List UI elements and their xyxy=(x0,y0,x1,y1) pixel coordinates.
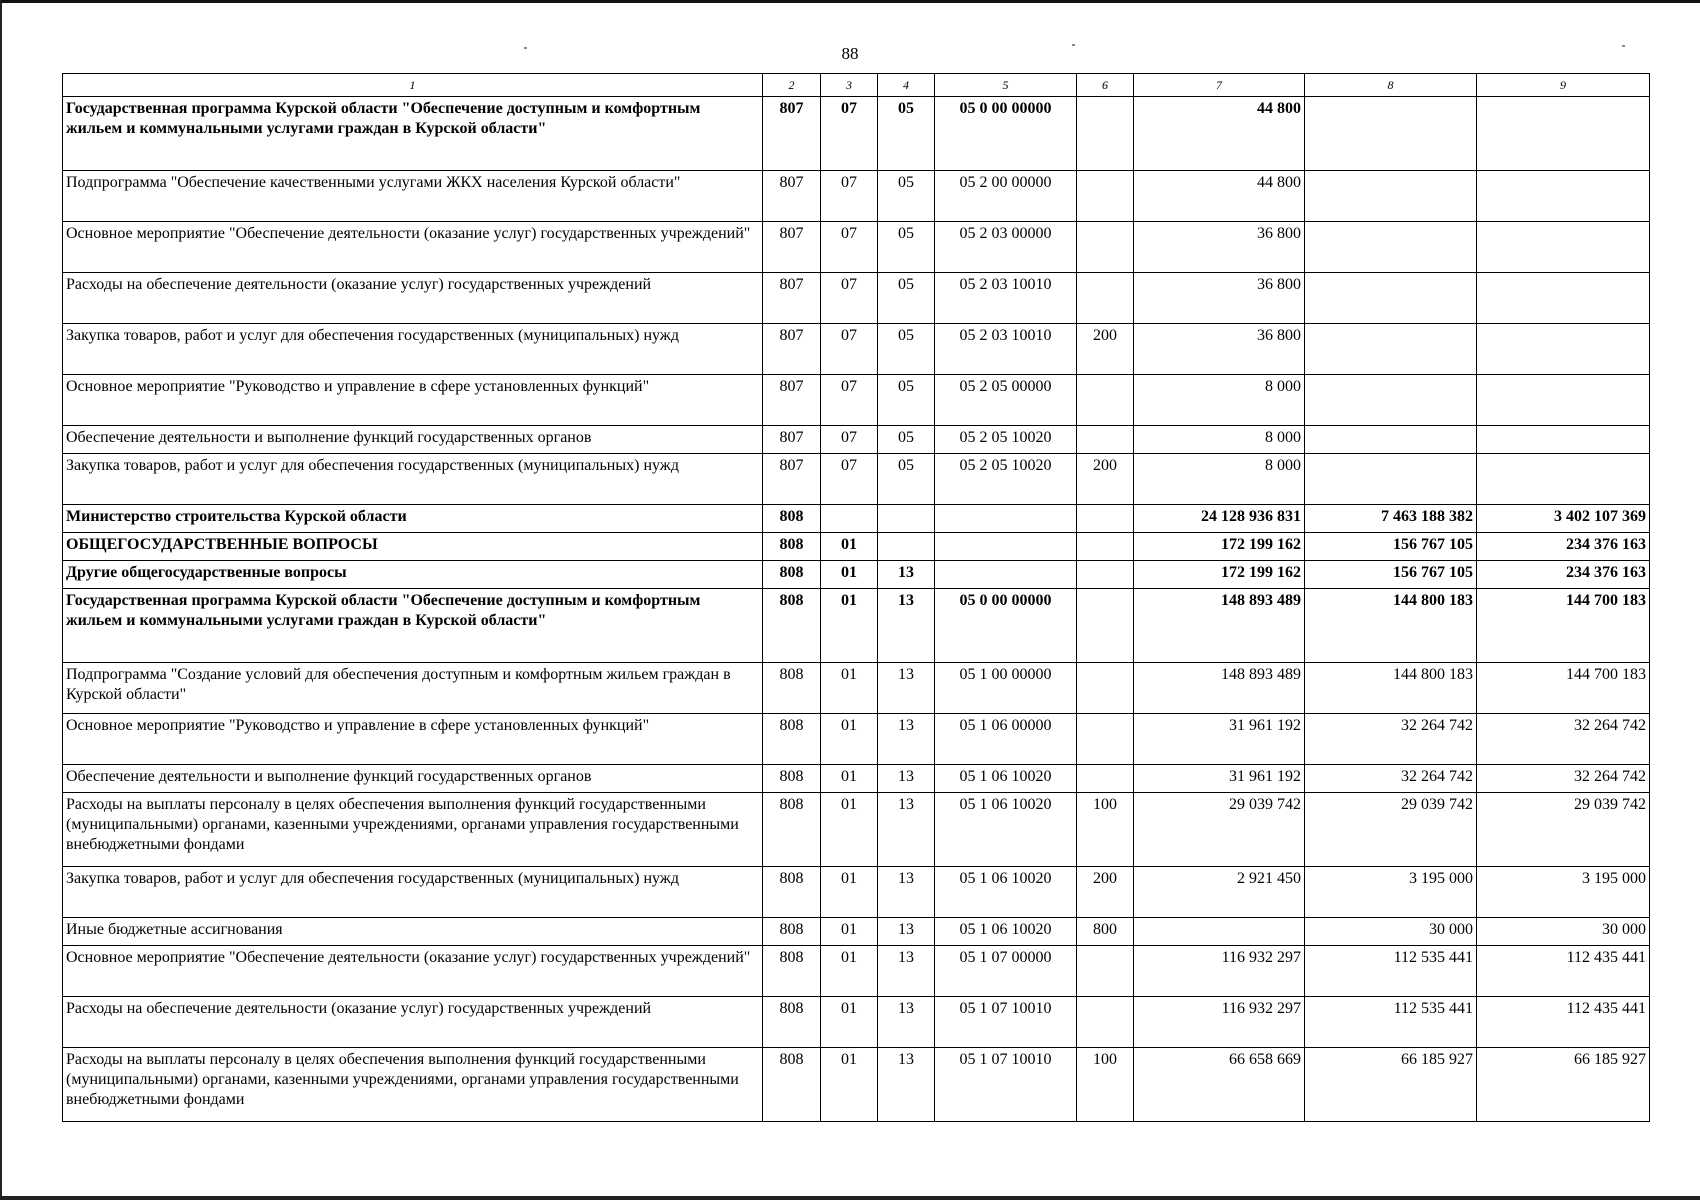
expense-type-code: 200 xyxy=(1077,454,1134,505)
amount-col-7: 66 658 669 xyxy=(1134,1048,1305,1122)
amount-col-9: 32 264 742 xyxy=(1477,765,1650,793)
target-article-code: 05 1 06 00000 xyxy=(935,714,1077,765)
ministry-code: 808 xyxy=(763,793,821,867)
section-code: 07 xyxy=(821,454,878,505)
row-name: Расходы на выплаты персоналу в целях обеспечения выполнения функций государственными (муниципальными) органами, казенными учреждениями, органами управления государственными внебюджетными фондами xyxy=(63,1048,763,1122)
subsection-code: 13 xyxy=(878,997,935,1048)
target-article-code: 05 1 00 00000 xyxy=(935,663,1077,714)
amount-col-9 xyxy=(1477,454,1650,505)
amount-col-8 xyxy=(1305,222,1477,273)
table-row xyxy=(63,97,1650,171)
target-article-code: 05 1 07 10010 xyxy=(935,997,1077,1048)
amount-col-7: 44 800 xyxy=(1134,171,1305,222)
section-code: 01 xyxy=(821,918,878,946)
section-code: 01 xyxy=(821,663,878,714)
subsection-code xyxy=(878,533,935,561)
ministry-code: 808 xyxy=(763,1048,821,1122)
amount-col-7: 8 000 xyxy=(1134,426,1305,454)
ministry-code: 807 xyxy=(763,273,821,324)
amount-col-8: 7 463 188 382 xyxy=(1305,505,1477,533)
column-header: 5 xyxy=(935,74,1077,97)
amount-col-7 xyxy=(1134,918,1305,946)
table-row xyxy=(63,1048,1650,1122)
expense-type-code: 100 xyxy=(1077,1048,1134,1122)
row-name: Подпрограмма "Обеспечение качественными услугами ЖКХ населения Курской области" xyxy=(63,171,763,222)
ministry-code: 807 xyxy=(763,97,821,171)
section-code: 07 xyxy=(821,426,878,454)
expense-type-code: 200 xyxy=(1077,324,1134,375)
table-row xyxy=(63,561,1650,589)
section-code: 01 xyxy=(821,561,878,589)
amount-col-8 xyxy=(1305,426,1477,454)
subsection-code: 05 xyxy=(878,171,935,222)
subsection-code: 05 xyxy=(878,324,935,375)
amount-col-9 xyxy=(1477,426,1650,454)
amount-col-7: 29 039 742 xyxy=(1134,793,1305,867)
amount-col-8: 156 767 105 xyxy=(1305,561,1477,589)
table-row xyxy=(63,505,1650,533)
target-article-code: 05 1 07 00000 xyxy=(935,946,1077,997)
table-row xyxy=(63,589,1650,663)
target-article-code: 05 0 00 00000 xyxy=(935,97,1077,171)
table-row xyxy=(63,714,1650,765)
target-article-code: 05 1 06 10020 xyxy=(935,918,1077,946)
row-name: Расходы на выплаты персоналу в целях обеспечения выполнения функций государственными (муниципальными) органами, казенными учреждениями, органами управления государственными внебюджетными фондами xyxy=(63,793,763,867)
section-code: 01 xyxy=(821,714,878,765)
section-code: 07 xyxy=(821,375,878,426)
column-header: 7 xyxy=(1134,74,1305,97)
expense-type-code xyxy=(1077,533,1134,561)
expense-type-code xyxy=(1077,561,1134,589)
amount-col-9: 3 195 000 xyxy=(1477,867,1650,918)
budget-table xyxy=(62,73,1650,1122)
amount-col-7: 116 932 297 xyxy=(1134,946,1305,997)
ministry-code: 807 xyxy=(763,171,821,222)
table-row xyxy=(63,222,1650,273)
target-article-code: 05 0 00 00000 xyxy=(935,589,1077,663)
ministry-code: 808 xyxy=(763,997,821,1048)
amount-col-8: 112 535 441 xyxy=(1305,997,1477,1048)
expense-type-code xyxy=(1077,375,1134,426)
section-code: 07 xyxy=(821,222,878,273)
amount-col-8: 3 195 000 xyxy=(1305,867,1477,918)
subsection-code: 13 xyxy=(878,918,935,946)
target-article-code: 05 2 03 00000 xyxy=(935,222,1077,273)
amount-col-8 xyxy=(1305,171,1477,222)
table-row xyxy=(63,375,1650,426)
expense-type-code: 100 xyxy=(1077,793,1134,867)
amount-col-9 xyxy=(1477,375,1650,426)
target-article-code: 05 1 07 10010 xyxy=(935,1048,1077,1122)
target-article-code xyxy=(935,561,1077,589)
expense-type-code xyxy=(1077,946,1134,997)
target-article-code xyxy=(935,505,1077,533)
column-header: 9 xyxy=(1477,74,1650,97)
expense-type-code: 200 xyxy=(1077,867,1134,918)
row-name: Основное мероприятие "Руководство и управление в сфере установленных функций" xyxy=(63,714,763,765)
amount-col-8: 112 535 441 xyxy=(1305,946,1477,997)
expense-type-code xyxy=(1077,663,1134,714)
amount-col-9 xyxy=(1477,222,1650,273)
expense-type-code xyxy=(1077,97,1134,171)
row-name: Государственная программа Курской области "Обеспечение доступным и комфортным жильем и коммунальными услугами граждан в Курской области" xyxy=(63,97,763,171)
section-code: 01 xyxy=(821,793,878,867)
amount-col-9 xyxy=(1477,97,1650,171)
amount-col-9: 112 435 441 xyxy=(1477,997,1650,1048)
subsection-code: 13 xyxy=(878,1048,935,1122)
section-code: 01 xyxy=(821,997,878,1048)
column-header: 8 xyxy=(1305,74,1477,97)
subsection-code: 05 xyxy=(878,222,935,273)
subsection-code: 13 xyxy=(878,589,935,663)
ministry-code: 807 xyxy=(763,324,821,375)
amount-col-7: 44 800 xyxy=(1134,97,1305,171)
target-article-code: 05 1 06 10020 xyxy=(935,867,1077,918)
ministry-code: 807 xyxy=(763,222,821,273)
amount-col-8: 66 185 927 xyxy=(1305,1048,1477,1122)
target-article-code: 05 1 06 10020 xyxy=(935,793,1077,867)
page-number: 88 xyxy=(841,44,859,63)
column-header: 2 xyxy=(763,74,821,97)
amount-col-7: 36 800 xyxy=(1134,324,1305,375)
subsection-code: 13 xyxy=(878,765,935,793)
subsection-code: 05 xyxy=(878,426,935,454)
expense-type-code xyxy=(1077,589,1134,663)
section-code: 01 xyxy=(821,589,878,663)
table-row xyxy=(63,324,1650,375)
column-header: 3 xyxy=(821,74,878,97)
column-header: 6 xyxy=(1077,74,1134,97)
amount-col-8 xyxy=(1305,324,1477,375)
row-name: Основное мероприятие "Обеспечение деятельности (оказание услуг) государственных учреждений" xyxy=(63,946,763,997)
expense-type-code: 800 xyxy=(1077,918,1134,946)
ministry-code: 807 xyxy=(763,426,821,454)
amount-col-9: 144 700 183 xyxy=(1477,663,1650,714)
ministry-code: 808 xyxy=(763,714,821,765)
row-name: ОБЩЕГОСУДАРСТВЕННЫЕ ВОПРОСЫ xyxy=(63,533,763,561)
row-name: Закупка товаров, работ и услуг для обеспечения государственных (муниципальных) нужд xyxy=(63,867,763,918)
amount-col-7: 148 893 489 xyxy=(1134,589,1305,663)
ministry-code: 807 xyxy=(763,454,821,505)
row-name: Основное мероприятие "Обеспечение деятельности (оказание услуг) государственных учреждений" xyxy=(63,222,763,273)
table-row xyxy=(63,918,1650,946)
subsection-code xyxy=(878,505,935,533)
ministry-code: 808 xyxy=(763,867,821,918)
section-code: 07 xyxy=(821,273,878,324)
section-code: 01 xyxy=(821,533,878,561)
column-number-row xyxy=(63,74,1650,97)
amount-col-8: 32 264 742 xyxy=(1305,714,1477,765)
section-code: 07 xyxy=(821,324,878,375)
row-name: Министерство строительства Курской области xyxy=(63,505,763,533)
section-code: 07 xyxy=(821,97,878,171)
table-row xyxy=(63,533,1650,561)
section-code: 01 xyxy=(821,765,878,793)
target-article-code: 05 2 00 00000 xyxy=(935,171,1077,222)
amount-col-8: 144 800 183 xyxy=(1305,589,1477,663)
subsection-code: 05 xyxy=(878,454,935,505)
table-row xyxy=(63,426,1650,454)
table-row xyxy=(63,765,1650,793)
amount-col-9: 66 185 927 xyxy=(1477,1048,1650,1122)
amount-col-8 xyxy=(1305,97,1477,171)
expense-type-code xyxy=(1077,997,1134,1048)
amount-col-9: 112 435 441 xyxy=(1477,946,1650,997)
bottom-scan-edge xyxy=(0,1196,1700,1200)
subsection-code: 05 xyxy=(878,273,935,324)
expense-type-code xyxy=(1077,765,1134,793)
amount-col-7: 8 000 xyxy=(1134,454,1305,505)
amount-col-8 xyxy=(1305,454,1477,505)
expense-type-code xyxy=(1077,273,1134,324)
subsection-code: 13 xyxy=(878,561,935,589)
amount-col-7: 2 921 450 xyxy=(1134,867,1305,918)
amount-col-8: 32 264 742 xyxy=(1305,765,1477,793)
row-name: Подпрограмма "Создание условий для обеспечения доступным и комфортным жильем граждан в Курской области" xyxy=(63,663,763,714)
amount-col-7: 116 932 297 xyxy=(1134,997,1305,1048)
target-article-code: 05 2 03 10010 xyxy=(935,273,1077,324)
row-name: Основное мероприятие "Руководство и управление в сфере установленных функций" xyxy=(63,375,763,426)
row-name: Расходы на обеспечение деятельности (оказание услуг) государственных учреждений xyxy=(63,273,763,324)
amount-col-8: 156 767 105 xyxy=(1305,533,1477,561)
table-row xyxy=(63,946,1650,997)
target-article-code xyxy=(935,533,1077,561)
section-code: 01 xyxy=(821,946,878,997)
subsection-code: 13 xyxy=(878,867,935,918)
target-article-code: 05 1 06 10020 xyxy=(935,765,1077,793)
subsection-code: 13 xyxy=(878,793,935,867)
amount-col-8: 144 800 183 xyxy=(1305,663,1477,714)
expense-type-code xyxy=(1077,171,1134,222)
ministry-code: 807 xyxy=(763,375,821,426)
target-article-code: 05 2 05 10020 xyxy=(935,426,1077,454)
table-row xyxy=(63,454,1650,505)
section-code: 01 xyxy=(821,867,878,918)
left-scan-edge xyxy=(0,0,2,1200)
section-code: 01 xyxy=(821,1048,878,1122)
amount-col-9: 234 376 163 xyxy=(1477,533,1650,561)
table-row xyxy=(63,997,1650,1048)
row-name: Закупка товаров, работ и услуг для обеспечения государственных (муниципальных) нужд xyxy=(63,454,763,505)
amount-col-7: 31 961 192 xyxy=(1134,714,1305,765)
row-name: Закупка товаров, работ и услуг для обеспечения государственных (муниципальных) нужд xyxy=(63,324,763,375)
column-header: 1 xyxy=(63,74,763,97)
row-name: Расходы на обеспечение деятельности (оказание услуг) государственных учреждений xyxy=(63,997,763,1048)
subsection-code: 05 xyxy=(878,97,935,171)
expense-type-code xyxy=(1077,505,1134,533)
column-header: 4 xyxy=(878,74,935,97)
table-row xyxy=(63,793,1650,867)
expense-type-code xyxy=(1077,426,1134,454)
amount-col-9 xyxy=(1477,171,1650,222)
row-name: Обеспечение деятельности и выполнение функций государственных органов xyxy=(63,426,763,454)
ministry-code: 808 xyxy=(763,765,821,793)
amount-col-8 xyxy=(1305,273,1477,324)
amount-col-9: 144 700 183 xyxy=(1477,589,1650,663)
amount-col-7: 172 199 162 xyxy=(1134,533,1305,561)
ministry-code: 808 xyxy=(763,589,821,663)
table-row xyxy=(63,867,1650,918)
amount-col-7: 36 800 xyxy=(1134,222,1305,273)
ministry-code: 808 xyxy=(763,505,821,533)
subsection-code: 13 xyxy=(878,663,935,714)
amount-col-7: 8 000 xyxy=(1134,375,1305,426)
section-code: 07 xyxy=(821,171,878,222)
ministry-code: 808 xyxy=(763,533,821,561)
target-article-code: 05 2 05 10020 xyxy=(935,454,1077,505)
row-name: Государственная программа Курской области "Обеспечение доступным и комфортным жильем и коммунальными услугами граждан в Курской области" xyxy=(63,589,763,663)
amount-col-7: 24 128 936 831 xyxy=(1134,505,1305,533)
expense-type-code xyxy=(1077,222,1134,273)
subsection-code: 13 xyxy=(878,714,935,765)
amount-col-9: 29 039 742 xyxy=(1477,793,1650,867)
amount-col-8 xyxy=(1305,375,1477,426)
amount-col-7: 31 961 192 xyxy=(1134,765,1305,793)
amount-col-7: 172 199 162 xyxy=(1134,561,1305,589)
amount-col-9: 3 402 107 369 xyxy=(1477,505,1650,533)
amount-col-9: 234 376 163 xyxy=(1477,561,1650,589)
amount-col-9: 30 000 xyxy=(1477,918,1650,946)
subsection-code: 05 xyxy=(878,375,935,426)
ministry-code: 808 xyxy=(763,946,821,997)
section-code xyxy=(821,505,878,533)
table-row xyxy=(63,171,1650,222)
row-name: Иные бюджетные ассигнования xyxy=(63,918,763,946)
ministry-code: 808 xyxy=(763,918,821,946)
table-body xyxy=(63,97,1650,1122)
amount-col-8: 29 039 742 xyxy=(1305,793,1477,867)
target-article-code: 05 2 05 00000 xyxy=(935,375,1077,426)
row-name: Другие общегосударственные вопросы xyxy=(63,561,763,589)
row-name: Обеспечение деятельности и выполнение функций государственных органов xyxy=(63,765,763,793)
ministry-code: 808 xyxy=(763,561,821,589)
target-article-code: 05 2 03 10010 xyxy=(935,324,1077,375)
amount-col-9 xyxy=(1477,273,1650,324)
expense-type-code xyxy=(1077,714,1134,765)
ministry-code: 808 xyxy=(763,663,821,714)
top-scan-edge xyxy=(0,0,1700,3)
amount-col-9 xyxy=(1477,324,1650,375)
amount-col-8: 30 000 xyxy=(1305,918,1477,946)
amount-col-9: 32 264 742 xyxy=(1477,714,1650,765)
subsection-code: 13 xyxy=(878,946,935,997)
table-row xyxy=(63,273,1650,324)
amount-col-7: 36 800 xyxy=(1134,273,1305,324)
table-row xyxy=(63,663,1650,714)
amount-col-7: 148 893 489 xyxy=(1134,663,1305,714)
